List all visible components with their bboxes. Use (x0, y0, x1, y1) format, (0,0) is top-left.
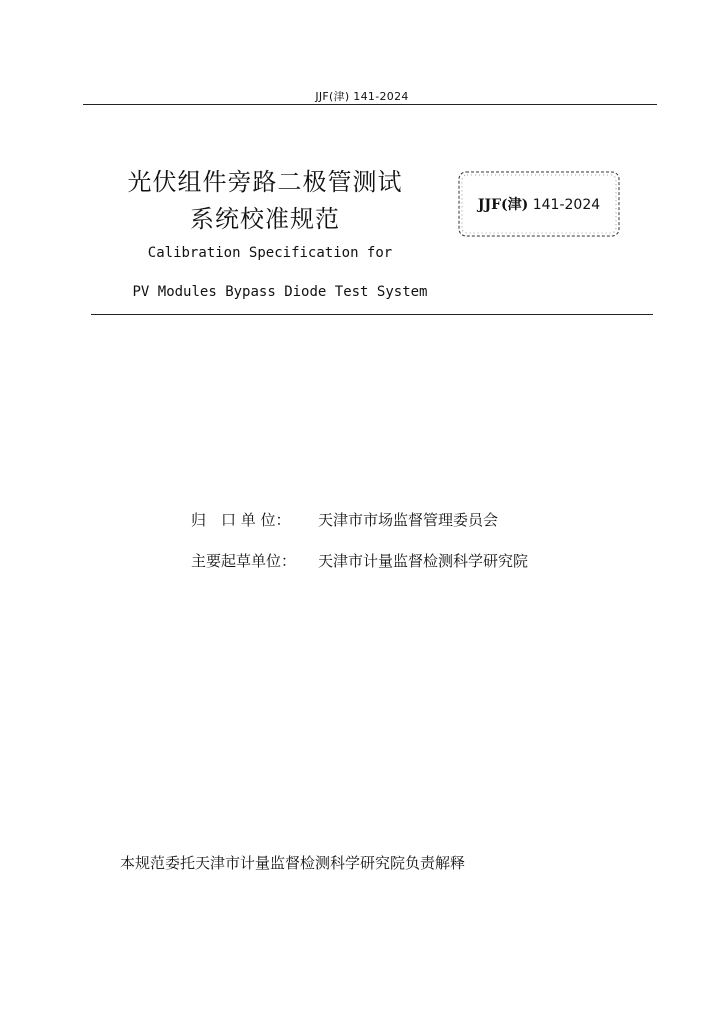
title-chinese-line2: 系统校准规范 (190, 205, 340, 233)
header-divider (83, 104, 657, 105)
standard-code-stamp (457, 194, 621, 214)
header-standard-code: JJF(津) 141-2024 (315, 90, 409, 103)
stamp-number: 141-2024 (532, 197, 601, 213)
interpretation-note: 本规范委托天津市计量监督检测科学研究院负责解释 (120, 854, 466, 872)
competent-unit-label: 归 口 单 位： (191, 511, 291, 529)
drafting-unit-label: 主要起草单位： (191, 552, 297, 570)
stamp-prefix: JJF(津) (477, 197, 529, 213)
drafting-unit-value: 天津市计量监督检测科学研究院 (318, 552, 529, 570)
title-divider (91, 314, 653, 315)
drafting-unit-row (191, 550, 611, 572)
title-english-line2: PV Modules Bypass Diode Test System (132, 284, 428, 300)
competent-unit-row (191, 509, 611, 531)
title-chinese-line1: 光伏组件旁路二极管测试 (127, 168, 403, 196)
competent-unit-value: 天津市市场监督管理委员会 (318, 511, 499, 529)
title-english-line1: Calibration Specification for (147, 245, 393, 261)
